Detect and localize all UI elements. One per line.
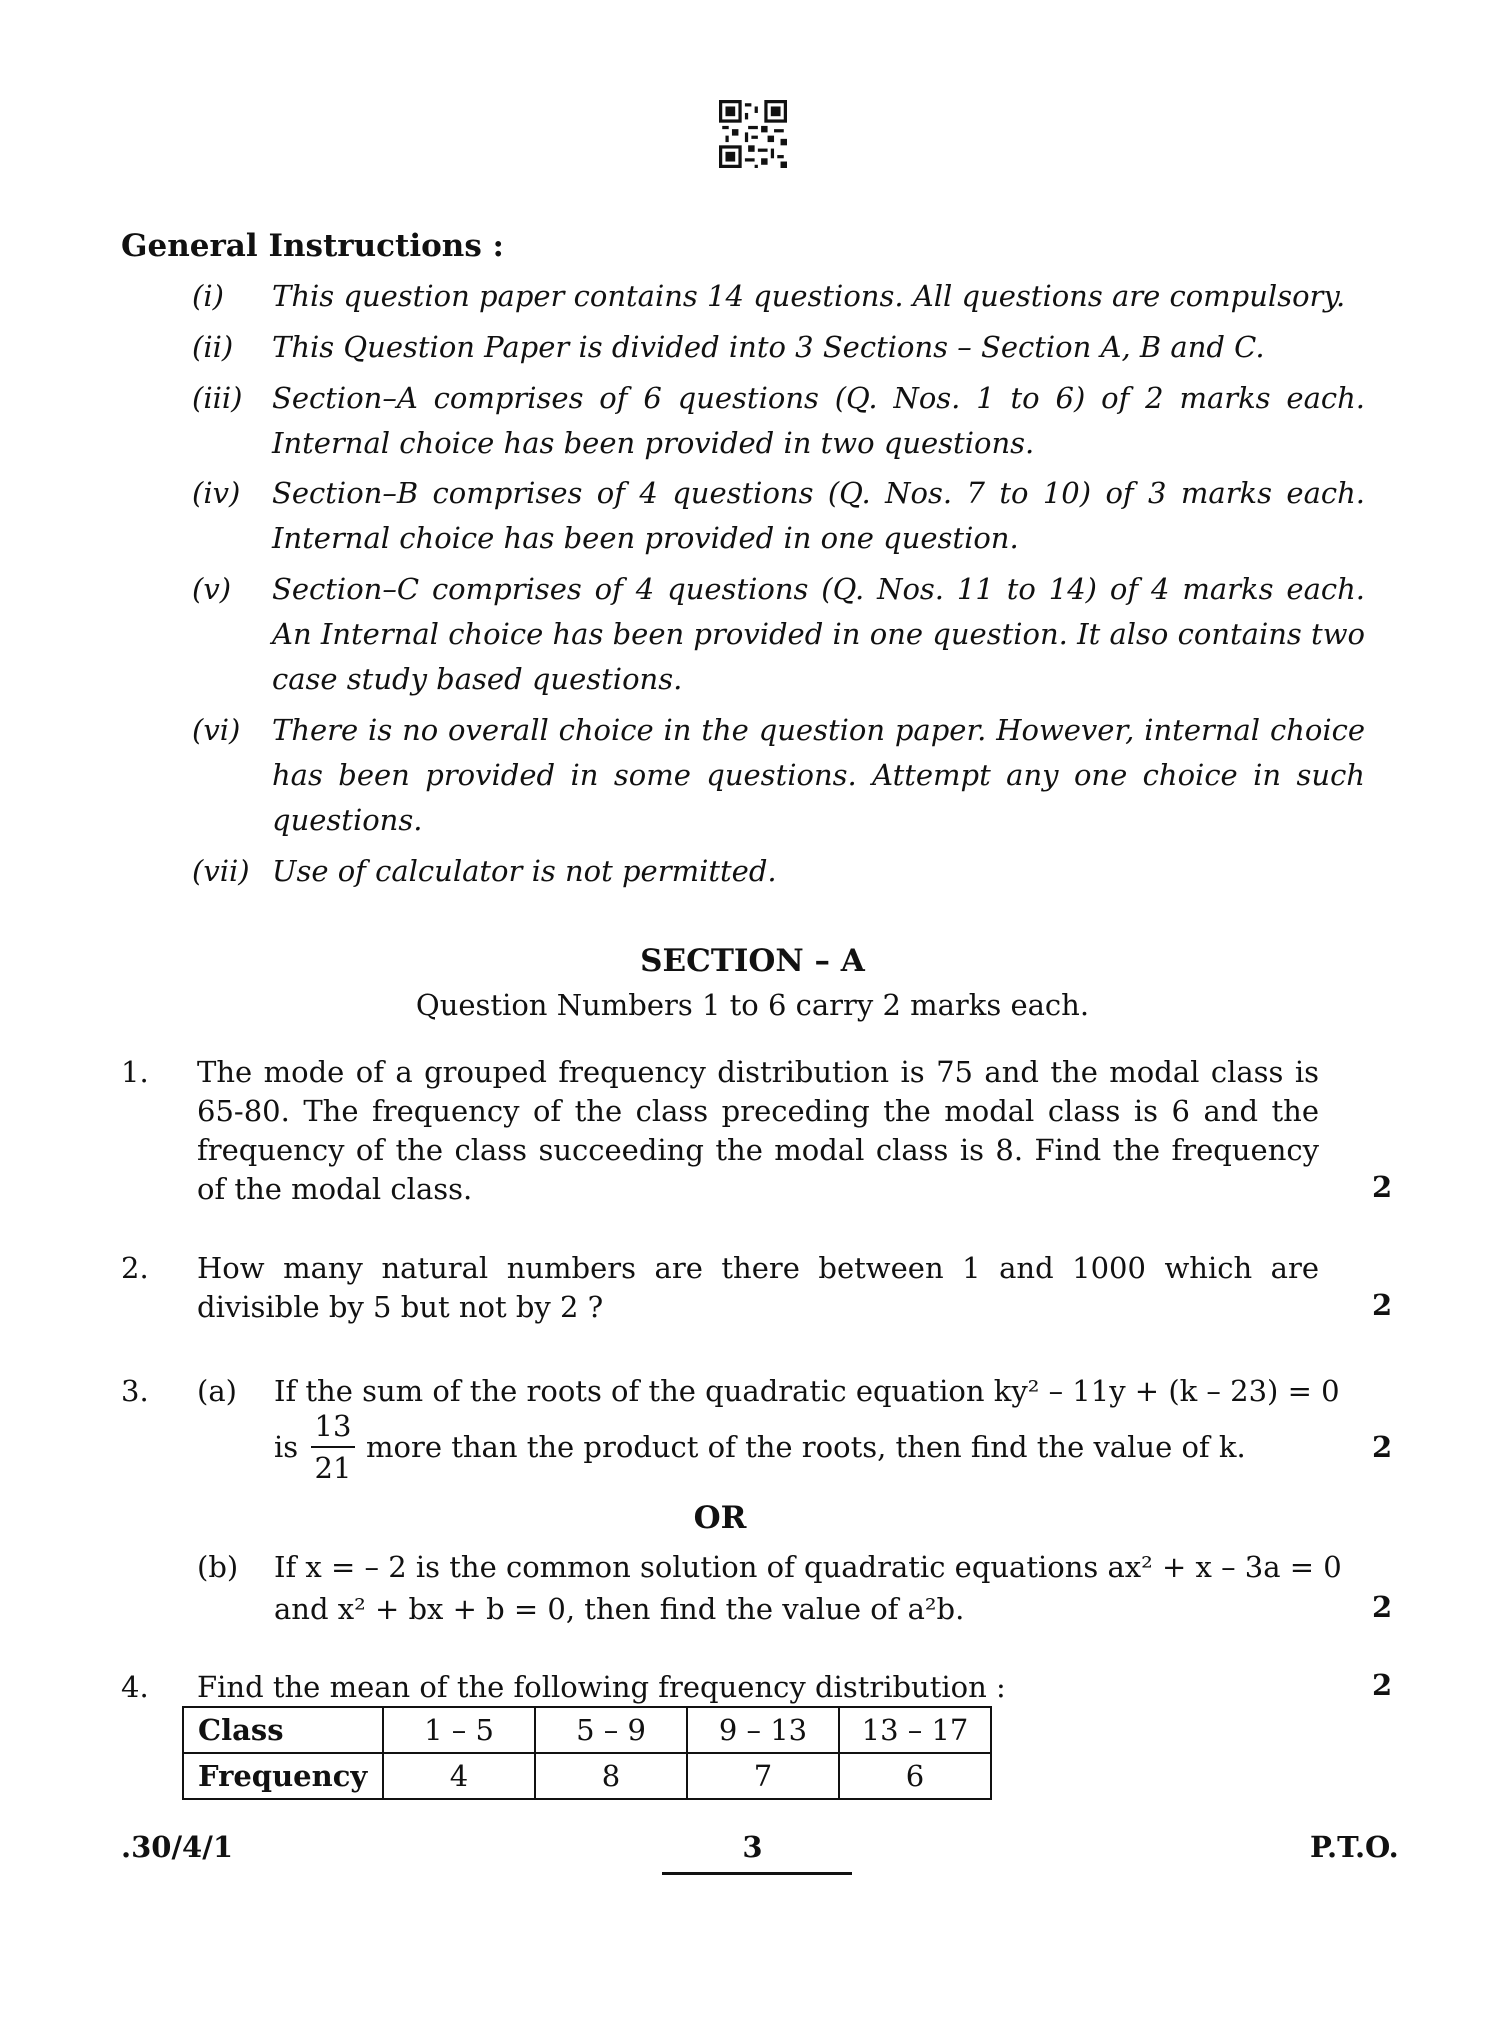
general-instructions-title: General Instructions :: [121, 228, 505, 264]
question-3a-line-2: more than the product of the roots, then find the value of k.: [366, 1430, 1246, 1464]
question-3b-line-1: If x = – 2 is the common solution of quadratic equations ax² + x – 3a = 0: [274, 1550, 1342, 1584]
fraction-bar: [311, 1446, 355, 1448]
table-cell: 9 – 13: [687, 1707, 839, 1753]
question-number: 1.: [121, 1055, 149, 1089]
table-row: [183, 1753, 991, 1799]
question-text: The mode of a grouped frequency distribution is 75 and the modal class is 65-80. The frequency of the class preceding the modal class is 6 and the frequency of the class succeeding the modal class is 8. Find the frequency of the modal class.: [197, 1055, 1319, 1206]
instruction-number: (vii): [192, 854, 250, 888]
table-cell: 5 – 9: [535, 1707, 687, 1753]
page-number: 3: [742, 1830, 763, 1864]
instruction-number: (vi): [192, 713, 241, 747]
qr-code-icon: [719, 100, 787, 168]
paper-code: .30/4/1: [121, 1830, 233, 1864]
marks: 2: [1372, 1170, 1393, 1204]
question-3a-is: is: [274, 1430, 299, 1464]
fraction: [311, 1408, 355, 1486]
fraction-denominator: 21: [314, 1451, 352, 1485]
section-subtitle: Question Numbers 1 to 6 carry 2 marks each.: [415, 988, 1090, 1022]
marks: 2: [1372, 1668, 1393, 1702]
option-label: (b): [197, 1550, 239, 1584]
question-3b-line-2: and x² + bx + b = 0, then find the value of a²b.: [274, 1592, 965, 1626]
instruction-number: (iv): [192, 476, 241, 510]
instruction-text: Section–B comprises of 4 questions (Q. Nos. 7 to 10) of 3 marks each. Internal choice has been provided in one question.: [272, 476, 1365, 555]
fraction-numerator: 13: [314, 1409, 352, 1443]
table-cell: 4: [383, 1753, 535, 1799]
table-cell: 6: [839, 1753, 991, 1799]
or-divider: OR: [693, 1500, 747, 1536]
marks: 2: [1372, 1590, 1393, 1624]
instruction-text: Section–A comprises of 6 questions (Q. Nos. 1 to 6) of 2 marks each. Internal choice has been provided in two questions.: [272, 381, 1365, 460]
page-number-underline: [662, 1872, 852, 1875]
instruction-text: There is no overall choice in the question paper. However, internal choice has been provided in some questions. Attempt any one choice in such questions.: [272, 713, 1365, 837]
table-cell: 1 – 5: [383, 1707, 535, 1753]
question-number: 2.: [121, 1251, 149, 1285]
section-title: SECTION – A: [640, 943, 865, 979]
frequency-table: [182, 1706, 992, 1800]
instruction-number: (i): [192, 279, 224, 313]
marks: 2: [1372, 1288, 1393, 1322]
table-header-cell: Class: [183, 1707, 383, 1753]
instruction-text: This Question Paper is divided into 3 Sections – Section A, B and C.: [272, 330, 1265, 364]
table-cell: 8: [535, 1753, 687, 1799]
instruction-number: (ii): [192, 330, 234, 364]
question-number: 4.: [121, 1670, 149, 1704]
question-text: Find the mean of the following frequency distribution :: [197, 1670, 1006, 1704]
option-label: (a): [197, 1374, 237, 1408]
table-row: [183, 1707, 991, 1753]
instruction-text: Section–C comprises of 4 questions (Q. Nos. 11 to 14) of 4 marks each. An Internal choice has been provided in one question. It also contains two case study based questions.: [272, 572, 1365, 696]
question-text: How many natural numbers are there between 1 and 1000 which are divisible by 5 but not by 2 ?: [197, 1251, 1319, 1324]
instruction-number: (iii): [192, 381, 243, 415]
question-number: 3.: [121, 1374, 149, 1408]
instruction-number: (v): [192, 572, 232, 606]
instruction-text: Use of calculator is not permitted.: [272, 854, 777, 888]
question-3a-line-1: If the sum of the roots of the quadratic equation ky² – 11y + (k – 23) = 0: [274, 1374, 1340, 1408]
pto-label: P.T.O.: [1310, 1830, 1399, 1864]
table-cell: 13 – 17: [839, 1707, 991, 1753]
instruction-text: This question paper contains 14 questions. All questions are compulsory.: [272, 279, 1346, 313]
table-header-cell: Frequency: [183, 1753, 383, 1799]
marks: 2: [1372, 1430, 1393, 1464]
table-cell: 7: [687, 1753, 839, 1799]
